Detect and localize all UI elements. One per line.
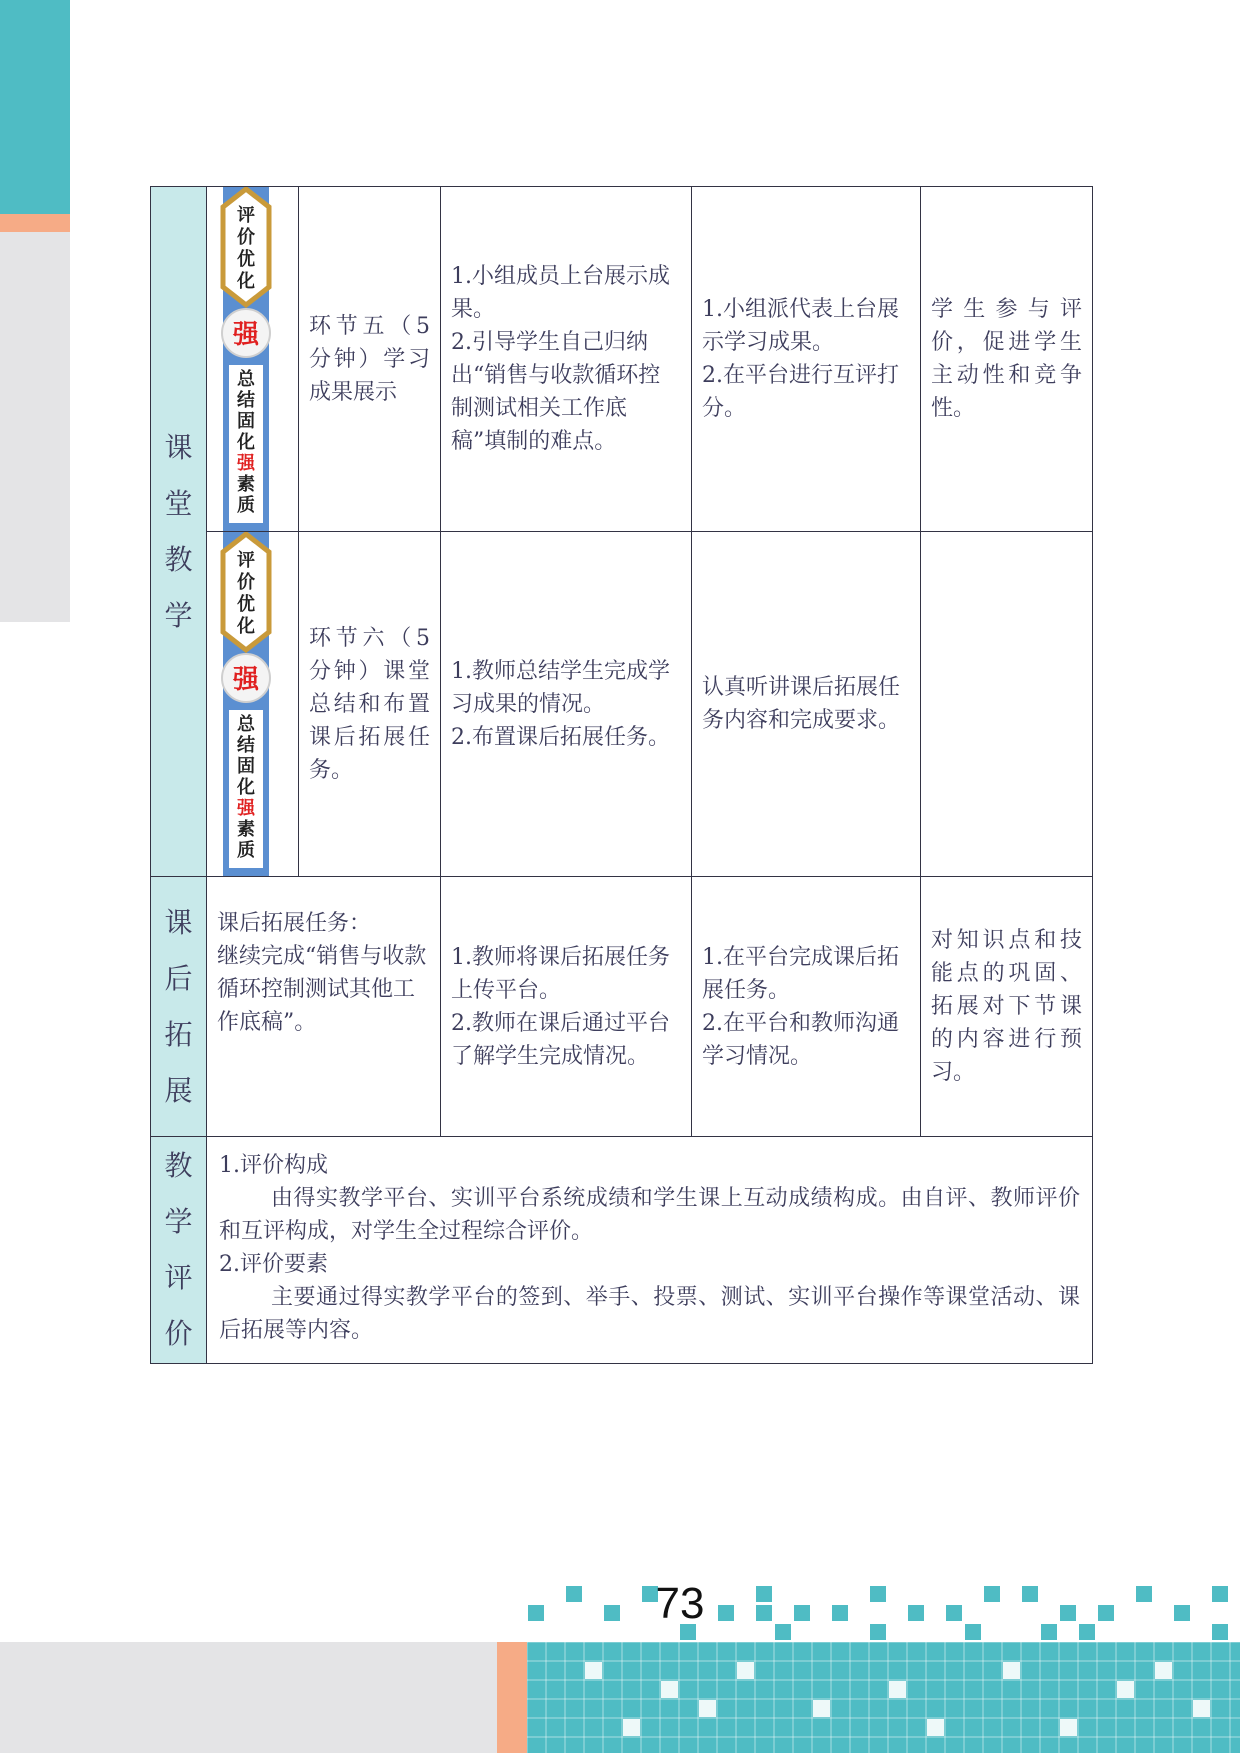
design-intent-cell: 学生参与评价，促进学生主动性和竞争性。: [921, 187, 1093, 532]
table-row-stage5: [151, 187, 1093, 532]
svg-text:总: 总: [237, 369, 255, 390]
side-orange-bar: [0, 214, 70, 232]
evaluation-paragraph-1: 由得实教学平台、实训平台系统成绩和学生课上互动成绩构成。由自评、教师评价和互评构成，对学生全过程综合评价。: [219, 1186, 1080, 1244]
teacher-activity-cell: 1.教师将课后拓展任务上传平台。 2.教师在课后通过平台了解学生完成情况。: [441, 877, 692, 1137]
svg-text:质: 质: [237, 840, 255, 861]
svg-text:固: 固: [237, 756, 255, 777]
evaluation-optimize-badge-icon: [219, 187, 273, 531]
svg-text:结: 结: [237, 735, 255, 756]
svg-text:强: 强: [232, 665, 260, 695]
svg-text:强: 强: [237, 798, 255, 819]
design-intent-cell: 对知识点和技能点的巩固、拓展对下节课的内容进行预习。: [921, 877, 1093, 1137]
section-label: 课 堂 教 学: [164, 430, 193, 632]
evaluation-heading-1: 1.评价构成: [219, 1153, 328, 1178]
side-gray-bar: [0, 232, 70, 622]
badge-cell: [207, 532, 299, 877]
svg-text:素: 素: [237, 474, 255, 495]
side-teal-bar: [0, 0, 70, 214]
svg-text:固: 固: [237, 411, 255, 432]
svg-text:结: 结: [237, 390, 255, 411]
stage-cell: 环节五（5分钟）学习成果展示: [299, 187, 441, 532]
svg-text:价: 价: [237, 227, 255, 248]
svg-text:素: 素: [237, 819, 255, 840]
design-intent-cell: [921, 532, 1093, 877]
svg-text:化: 化: [237, 777, 255, 798]
section-label: 课 后 拓 展: [164, 905, 193, 1107]
bottom-gray-bar: [0, 1642, 497, 1753]
evaluation-heading-2: 2.评价要素: [219, 1252, 328, 1277]
svg-text:化: 化: [237, 271, 255, 292]
svg-text:质: 质: [237, 495, 255, 516]
svg-text:强: 强: [237, 453, 255, 474]
svg-text:总: 总: [237, 714, 255, 735]
section-label: 教 学 评 价: [164, 1149, 193, 1350]
teacher-activity-cell: 1.教师总结学生完成学习成果的情况。 2.布置课后拓展任务。: [441, 532, 692, 877]
section-classroom-teaching: [151, 187, 207, 877]
svg-text:评: 评: [237, 550, 255, 571]
after-class-task-cell: 课后拓展任务： 继续完成“销售与收款循环控制测试其他工作底稿”。: [207, 877, 441, 1137]
evaluation-cell: [207, 1137, 1093, 1364]
teacher-activity-cell: 1.小组成员上台展示成果。 2.引导学生自己归纳出“销售与收款循环控制测试相关工作底稿”填制的难点。: [441, 187, 692, 532]
svg-text:化: 化: [237, 616, 255, 637]
student-activity-cell: 1.在平台完成课后拓展任务。 2.在平台和教师沟通学习情况。: [692, 877, 921, 1137]
evaluation-paragraph-2: 主要通过得实教学平台的签到、举手、投票、测试、实训平台操作等课堂活动、课后拓展等内容。: [219, 1285, 1080, 1343]
svg-text:价: 价: [237, 572, 255, 593]
evaluation-optimize-badge-icon: [219, 532, 273, 876]
table-row-after-class: [151, 877, 1093, 1137]
stage-cell: 环节六（5分钟）课堂总结和布置课后拓展任务。: [299, 532, 441, 877]
svg-text:优: 优: [237, 249, 255, 270]
table-row-evaluation: [151, 1137, 1093, 1364]
svg-text:优: 优: [237, 594, 255, 615]
pixel-grid-decoration: [527, 1580, 1240, 1753]
svg-text:化: 化: [237, 432, 255, 453]
section-teaching-evaluation: [151, 1137, 207, 1364]
table-row-stage6: [151, 532, 1093, 877]
svg-text:强: 强: [232, 320, 260, 350]
student-activity-cell: 1.小组派代表上台展示学习成果。 2.在平台进行互评打分。: [692, 187, 921, 532]
badge-cell: [207, 187, 299, 532]
bottom-orange-bar: [497, 1642, 527, 1753]
svg-text:评: 评: [237, 205, 255, 226]
page-number: 73: [655, 1579, 705, 1628]
student-activity-cell: 认真听讲课后拓展任务内容和完成要求。: [692, 532, 921, 877]
section-after-class: [151, 877, 207, 1137]
lesson-plan-table: [150, 186, 1093, 1364]
